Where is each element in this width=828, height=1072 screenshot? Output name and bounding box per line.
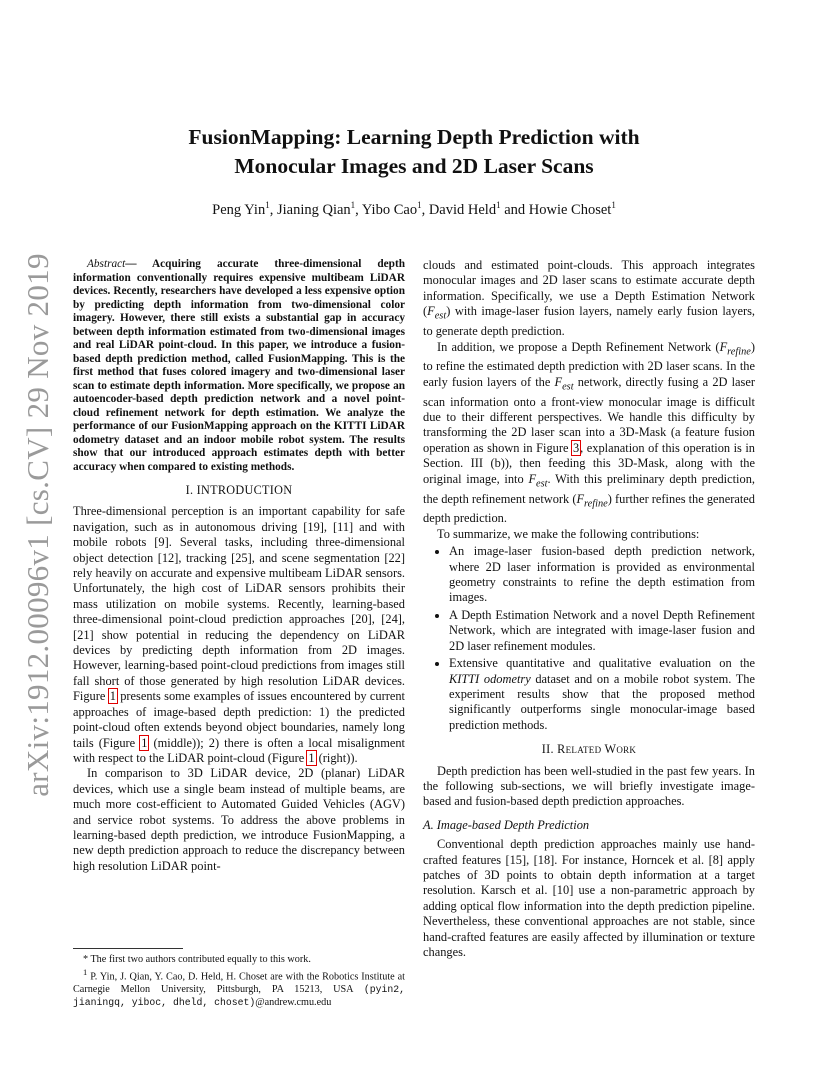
figure-ref-link[interactable]: 1 — [141, 735, 148, 750]
abstract-body: Acquiring accurate three-dimensional depth information conventionally requires expensive multibeam LiDAR devices. Recently, researchers have developed a less expensive option by predicting depth information from two-dimensional color imagery. However, there still exists a substantial gap in accuracy between depth information estimated from two-dimensional images and real LiDAR point-cloud. In this paper, we introduce a fusion-based depth prediction method, called FusionMapping. This is the first method that fuses colored imagery and two-dimensional laser scan to estimate depth information. More specifically, we propose an autoencoder-based depth prediction network and a novel point-cloud refinement network for depth estimation. We analyze the performance of our FusionMapping approach on the KITTI LiDAR odometry dataset and an indoor mobile robot system. The results show that our introduced approach estimates depth with better accuracy when compared to existing methods. — [73, 258, 406, 473]
paper-title — [0, 123, 828, 181]
right-column — [423, 258, 755, 960]
footnote-equal-contribution: * The first two authors contributed equally to this work. — [83, 954, 311, 965]
footnote-rule — [73, 948, 183, 949]
list-item: • Extensive quantitative and qualitative evaluation on the KITTI odometry dataset and on a mobile robot system. The experiment results show that the proposed method significantly outperforms single monocular-image based prediction methods. — [449, 656, 755, 733]
section-heading-related-work: II. Related Work — [541, 742, 637, 757]
related-paragraph-2: Conventional depth prediction approaches mainly use hand-crafted features [15], [18]. For instance, Horncek et al. [8] apply patches of 3D points to obtain depth information at a target resolution. Karsch et al. [10] use a non-parametric approach by adding optical flow information into the depth prediction pipeline. Nevertheless, these conventional approaches are not stable, since hand-crafted features are easily affected by illumination or texture changes. — [423, 837, 755, 959]
list-item: • An image-laser fusion-based depth prediction network, where 2D laser information is provided as environmental geometry constraints to refine the depth estimation from images. — [449, 544, 755, 606]
author-affiliation-marker: 1 — [496, 200, 501, 210]
title-line-2: Monocular Images and 2D Laser Scans — [234, 154, 594, 178]
contributions-list — [423, 544, 755, 733]
related-paragraph-1: Depth prediction has been well-studied in the past few years. In the following sub-sections, we will briefly investigate image-based and fusion-based depth prediction approaches. — [423, 763, 755, 809]
footnotes — [73, 948, 405, 1009]
intro-paragraph-2: In comparison to 3D LiDAR device, 2D (planar) LiDAR devices, which use a single beam instead of multiple beams, are much more cost-efficient to Automated Guided Vehicles (AGV) and service robot systems. To address the above problems in learning-based depth prediction, we introduce FusionMapping, a new depth prediction approach to reduce the discrepancy between high resolution LiDAR point- — [73, 766, 405, 873]
author-affiliation-marker: 1 — [350, 200, 356, 210]
list-item: • A Depth Estimation Network and a novel Depth Refinement Network, which are integrated with image-laser fusion and 2D laser refinement modules. — [449, 608, 755, 654]
abstract-label: Abstract — [87, 258, 126, 270]
title-line-1: FusionMapping: Learning Depth Prediction with — [188, 125, 640, 149]
author-list: Peng Yin$^1$, Jianing Qian$^1$, Yibo Cao$^1$, David Held$^1$ and Howie Choset$^1$ — [212, 200, 616, 218]
section-heading-introduction: I. INTRODUCTION — [185, 483, 293, 497]
arxiv-stamp: arXiv:1912.00096v1 [cs.CV] 29 Nov 2019 — [20, 253, 55, 797]
author-name: Howie Choset — [528, 201, 612, 218]
author-affiliation-marker: 1 — [417, 200, 422, 210]
author-name: Yibo Cao — [361, 201, 418, 218]
right-paragraph-2: In addition, we propose a Depth Refinement Network $(F_{refine})$ to refine the estimated depth prediction with 2D laser scans. In the early fusion layers of the $F_{est}$ network, directly fusing a 2D laser scan information onto a front-view monocular image is difficult due to their different perspectives. We handle this difficulty by transforming the 2D laser scan into a 3D-Mask (a feature fusion operation as shown in Figure 3, explanation of this operation is in Section. III (b)), then feeding this 3D-Mask, along with the original image, into $F_{est}$. With this preliminary depth prediction, the depth refinement network $(F_{refine})$ further refines the generated depth prediction. — [423, 339, 756, 526]
figure-ref-link[interactable]: 1 — [109, 689, 116, 704]
author-affiliation-marker: 1 — [265, 200, 270, 210]
figure-ref-link[interactable]: 1 — [308, 750, 315, 765]
contributions-intro: To summarize, we make the following contributions: — [437, 526, 700, 541]
abstract: Abstract— Acquiring accurate three-dimensional depth information conventionally requires expensive multibeam LiDAR devices. Recently, researchers have developed a less expensive option by predicting depth information from two-dimensional color imagery. However, there still exists a substantial gap in accuracy between depth information estimated from two-dimensional images and real LiDAR point-cloud. In this paper, we introduce a fusion-based depth prediction method, called FusionMapping. This is the first method that fuses colored imagery and two-dimensional laser scan to estimate depth information. More specifically, we propose an autoencoder-based depth prediction network and a novel point-cloud refinement network for depth estimation. We analyze the performance of our FusionMapping approach on the KITTI LiDAR odometry dataset and an indoor mobile robot system. The results show that our introduced approach estimates depth with better accuracy when compared to existing methods. — [73, 258, 406, 473]
author-name: Peng Yin — [212, 201, 266, 218]
author-affiliation-marker: 1 — [611, 200, 616, 210]
footnote-affiliation: $^1$ P. Yin, J. Qian, Y. Cao, D. Held, H. Choset are with the Robotics Institute at Carnegie Mellon University, Pittsburgh, PA 15213, USA (pyin2, jianingq, yiboc, dheld, choset)@andrew.cmu.edu — [73, 967, 406, 1008]
intro-paragraph-1: Three-dimensional perception is an important capability for safe navigation, such as in autonomous driving [19], [11] and with mobile robots [9]. Several tasks, including three-dimensional object detection [12], tracking [25], and scene segmentation [22] rely heavily on accurate and expensive multibeam LiDAR sensors. Unfortunately, the high cost of LiDAR sensors prohibits their mass utilization on mobile systems. Recently, learning-based three-dimensional point-cloud prediction approaches [20], [24], [21] show potential in reducing the dependency on LiDAR devices by predicting depth information from 2D images. However, learning-based point-cloud predictions from images still fall short of those generated by high resolution LiDAR devices. Figure 1 presents some examples of issues encountered by current approaches of image-based depth prediction: 1) the predicted point-cloud often extends beyond object boundaries, namely long tails (Figure 1 (middle)); 2) there is often a local misalignment with respect to the LiDAR point-cloud (Figure 1 (right)). — [73, 504, 405, 765]
figure-ref-link[interactable]: 3 — [572, 440, 580, 455]
left-column — [73, 258, 405, 874]
subsection-heading-image-based: A. Image-based Depth Prediction — [423, 817, 590, 832]
right-paragraph-1: clouds and estimated point-clouds. This approach integrates monocular images and 2D laser scans to estimate accurate depth information. Specifically, we use a Depth Estimation Network $(F_{est})$ with image-laser fusion layers, namely early fusion layers, to generate depth prediction. — [423, 258, 755, 339]
author-emails: (pyin2, jianingq, yiboc, dheld, choset) — [73, 984, 406, 1008]
author-name: David Held — [428, 201, 497, 218]
author-name: Jianing Qian — [276, 201, 351, 218]
